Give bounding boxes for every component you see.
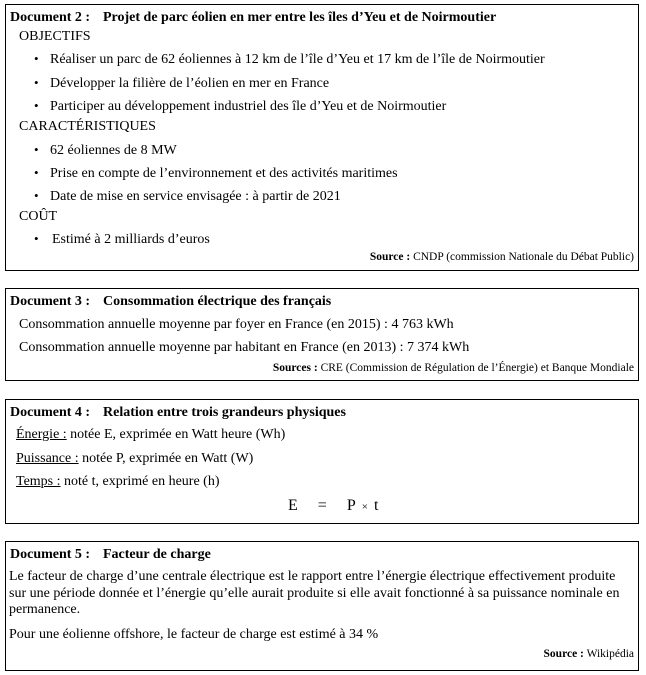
definition-text: noté t, exprimé en heure (h) [60, 474, 220, 489]
document-2-number: Document 2 : [10, 10, 91, 25]
document-2-title [10, 10, 496, 26]
objective-text: Développer la filière de l’éolien en mer en France [50, 76, 330, 91]
definition-power [16, 451, 253, 467]
document-5-title [10, 547, 211, 563]
term-time: Temps : [16, 474, 61, 489]
consumption-inhabitant: Consommation annuelle moyenne par habitant en France (en 2013) : 7 374 kWh [19, 340, 470, 355]
source-label: Source : [369, 251, 411, 263]
cost-heading: COÛT [19, 209, 58, 224]
characteristics-heading: CARACTÉRISTIQUES [19, 119, 156, 134]
document-4-number: Document 4 : [10, 405, 91, 420]
formula-p: P [346, 497, 356, 514]
load-factor-definition: Le facteur de charge d’une centrale électrique est le rapport entre l’énergie électrique effectivement produite sur une période donnée et l’énergie qu’elle aurait produite si elle avait fonctionné à sa puissance nominale en permanence. [9, 569, 620, 617]
bullet-icon: • [34, 98, 39, 113]
load-factor-offshore: Pour une éolienne offshore, le facteur de charge est estimé à 34 % [9, 627, 379, 642]
bullet-icon: • [34, 231, 39, 246]
characteristic-text: Prise en compte de l’environnement et des activités maritimes [50, 166, 398, 181]
document-3-title [10, 294, 331, 310]
term-energy: Énergie : [16, 427, 67, 442]
formula-equals: = [317, 497, 327, 514]
cost-text: Estimé à 2 milliards d’euros [52, 232, 210, 247]
formula-e: E [288, 497, 298, 514]
characteristic-text: Date de mise en service envisagée : à partir de 2021 [50, 189, 341, 204]
document-3-number: Document 3 : [10, 294, 91, 309]
formula-times: × [361, 501, 368, 513]
definition-text: notée P, exprimée en Watt (W) [78, 451, 254, 466]
formula-t: t [373, 497, 379, 514]
source-text: CRE (Commission de Régulation de l’Énergie) et Banque Mondiale [320, 362, 634, 374]
document-2-source [370, 251, 634, 263]
source-label: Sources : [272, 362, 318, 374]
consumption-household: Consommation annuelle moyenne par foyer en France (en 2015) : 4 763 kWh [19, 317, 454, 332]
document-5-heading: Facteur de charge [103, 547, 211, 562]
definition-energy [16, 427, 285, 443]
term-power: Puissance : [16, 451, 79, 466]
bullet-icon: • [34, 75, 39, 90]
energy-formula [288, 497, 378, 515]
document-3-box [5, 288, 639, 381]
document-2-box [5, 4, 639, 271]
bullet-icon: • [34, 51, 39, 66]
bullet-icon: • [34, 188, 39, 203]
objective-text: Réaliser un parc de 62 éoliennes à 12 km de l’île d’Yeu et 17 km de l’île de Noirmoutier [50, 52, 545, 67]
characteristic-text: 62 éoliennes de 8 MW [50, 143, 177, 158]
definition-text: notée E, exprimée en Watt heure (Wh) [66, 427, 286, 442]
document-5-box [5, 541, 639, 671]
objectives-heading: OBJECTIFS [19, 29, 91, 44]
document-2-heading: Projet de parc éolien en mer entre les îles d’Yeu et de Noirmoutier [103, 10, 497, 25]
source-text: CNDP (commission Nationale du Débat Public) [413, 251, 634, 263]
document-3-heading: Consommation électrique des français [103, 294, 332, 309]
document-4-heading: Relation entre trois grandeurs physiques [103, 405, 346, 420]
document-4-title [10, 405, 346, 421]
objective-text: Participer au développement industriel des île d’Yeu et de Noirmoutier [50, 99, 447, 114]
document-5-number: Document 5 : [10, 547, 91, 562]
document-5-source [544, 648, 634, 660]
source-text: Wikipédia [586, 648, 634, 660]
document-3-source [273, 362, 634, 374]
definition-time [16, 474, 220, 490]
bullet-icon: • [34, 165, 39, 180]
bullet-icon: • [34, 142, 39, 157]
document-4-box [5, 399, 639, 524]
source-label: Source : [543, 648, 584, 660]
